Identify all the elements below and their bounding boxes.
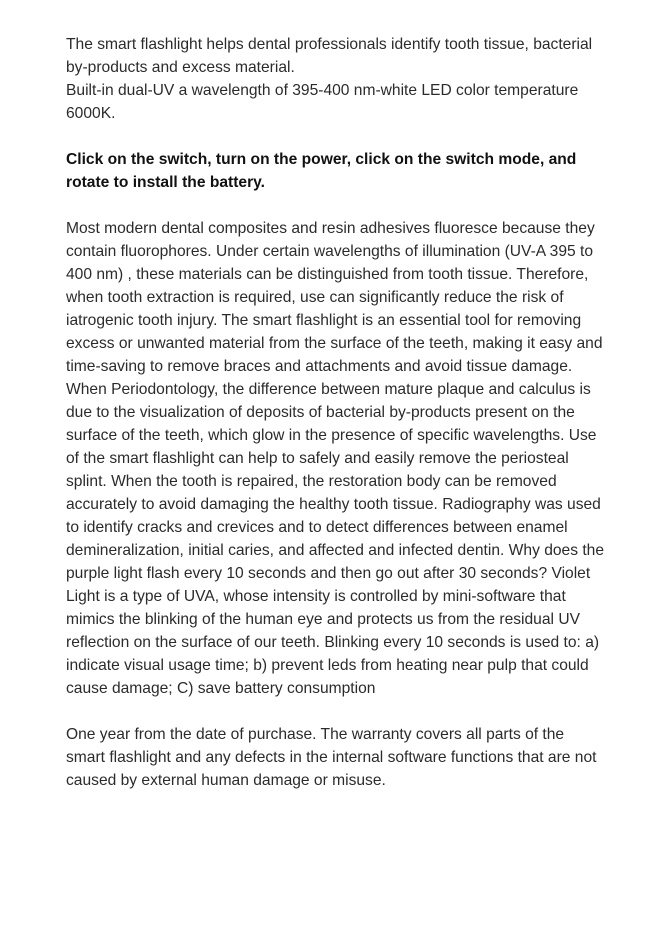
intro-line-1: The smart flashlight helps dental professionals identify tooth tissue, bacterial by-products and excess material. (66, 36, 593, 76)
warranty-paragraph: One year from the date of purchase. The warranty covers all parts of the smart flashlight and any defects in the internal software functions that are not caused by external human damage or misuse. (66, 726, 597, 789)
description-paragraph: Most modern dental composites and resin adhesives fluoresce because they contain fluorophores. Under certain wavelengths of illumination (UV-A 395 to 400 nm) , these materials can be distinguished from tooth tissue. Therefore, when tooth extraction is required, use can significantly reduce the risk of iatrogenic tooth injury. The smart flashlight is an essential tool for removing excess or unwanted material from the surface of the teeth, making it easy and time-saving to remove braces and attachments and avoid tissue damage. When Periodontology, the difference between mature plaque and calculus is due to the visualization of deposits of bacterial by-products present on the surface of the teeth, which glow in the presence of specific wavelengths. Use of the smart flashlight can help to safely and easily remove the periosteal splint. When the tooth is repaired, the restoration body can be removed accurately to avoid damaging the healthy tooth tissue. Radiography was used to identify cracks and crevices and to detect differences between enamel demineralization, initial caries, and affected and infected dentin. Why does the purple light flash every 10 seconds and then go out after 30 seconds? Violet Light is a type of UVA, whose intensity is controlled by mini-software that mimics the blinking of the human eye and protects us from the residual UV reflection on the surface of our teeth. Blinking every 10 seconds is used to: a) indicate visual usage time; b) prevent leds from heating near pulp that could cause damage; C) save battery consumption (66, 220, 605, 697)
intro-paragraph (66, 33, 606, 125)
instruction-heading: Click on the switch, turn on the power, click on the switch mode, and rotate to install the battery. (66, 151, 577, 191)
document-page (66, 33, 606, 792)
intro-line-2: Built-in dual-UV a wavelength of 395-400 nm-white LED color temperature 6000K. (66, 82, 579, 122)
